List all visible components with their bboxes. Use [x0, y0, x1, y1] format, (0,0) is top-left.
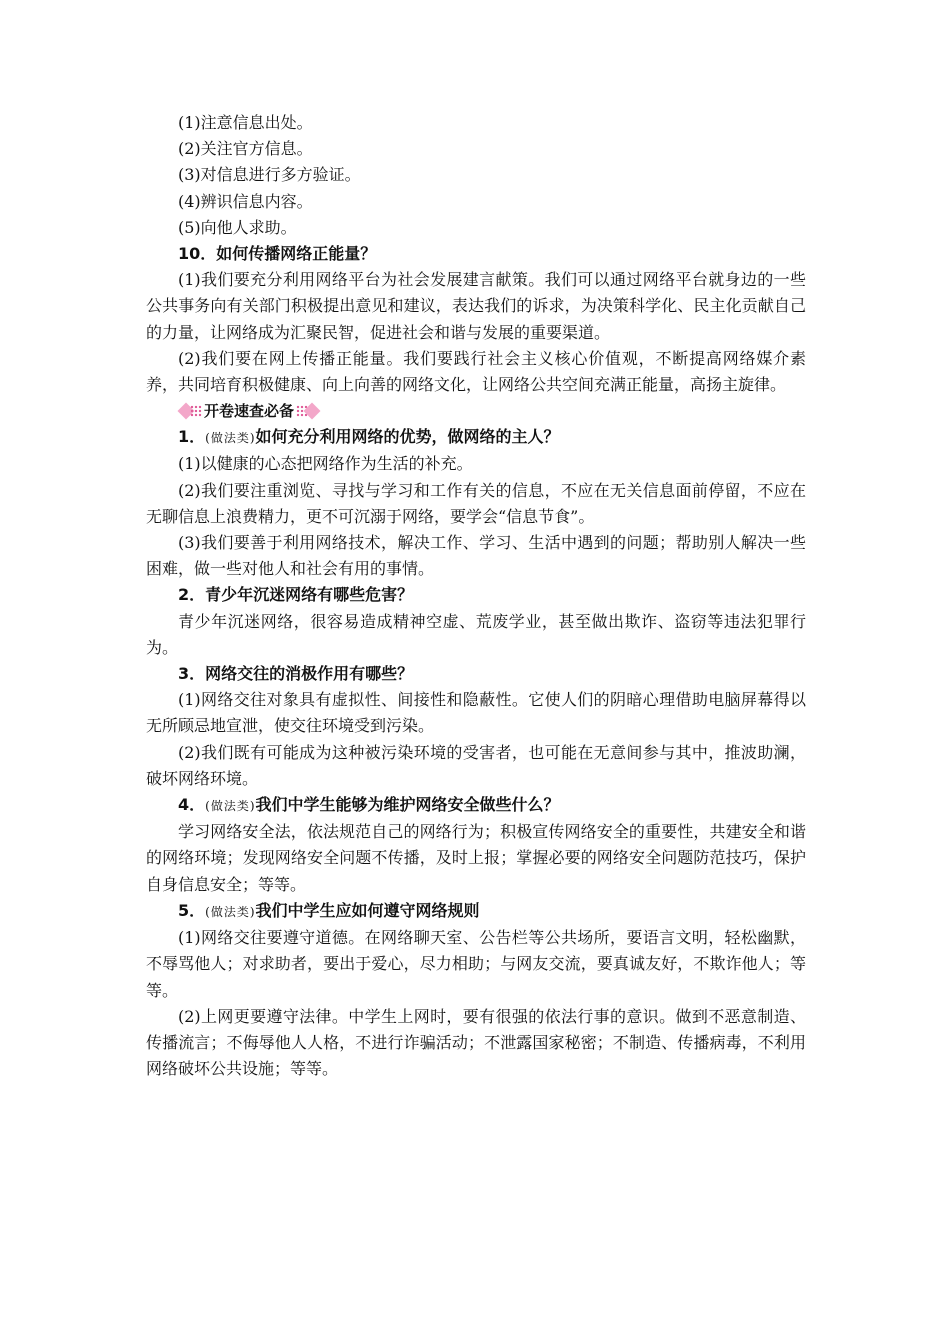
- intro-item: (2)关注官方信息。: [178, 139, 313, 159]
- question-text: 我们中学生能够为维护网络安全做些什么？: [255, 795, 560, 815]
- question-tag: (做法类): [205, 904, 256, 919]
- intro-item: (4)辨识信息内容。: [178, 191, 313, 211]
- paragraph: (1)网络交往要遵守道德。在网络聊天室、公告栏等公共场所，要语言文明，轻松幽默，不辱骂他人；对求助者，要出于爱心，尽力相助；与网友交流，要真诚友好，不欺诈他人；等等。: [146, 928, 806, 1000]
- paragraph: (1)以健康的心态把网络作为生活的补充。: [178, 454, 473, 474]
- diamond-decoration-icon: [296, 403, 320, 419]
- question-text: 我们中学生应如何遵守网络规则: [255, 900, 480, 920]
- paragraph: (2)我们既有可能成为这种被污染环境的受害者，也可能在无意间参与其中，推波助澜，破坏网络环境。: [146, 742, 806, 788]
- paragraph: 青少年沉迷网络，很容易造成精神空虚、荒废学业，甚至做出欺诈、盗窃等违法犯罪行为。: [146, 611, 806, 657]
- question-number: 1．: [178, 427, 206, 447]
- question-text: 网络交往的消极作用有哪些？: [205, 664, 414, 684]
- question-title: [146, 898, 806, 925]
- intro-item: (1)注意信息出处。: [178, 113, 313, 132]
- question-text: 如何充分利用网络的优势，做网络的主人？: [255, 427, 560, 447]
- paragraph: (2)我们要在网上传播正能量。我们要践行社会主义核心价值观，不断提高网络媒介素养，共同培育积极健康、向上向善的网络文化，让网络公共空间充满正能量，高扬主旋律。: [146, 348, 806, 395]
- section-banner-label: 开卷速查必备: [204, 402, 295, 421]
- question-number: 3．: [178, 664, 206, 684]
- question-title: [146, 792, 806, 819]
- paragraph: (1)我们要充分利用网络平台为社会发展建言献策。我们可以通过网络平台就身边的一些公共事务向有关部门积极提出意见和建议，表达我们的诉求，为决策科学化、民主化贡献自己的力量，让网络成为汇聚民智，促进社会和谐与发展的重要渠道。: [146, 270, 806, 342]
- paragraph: (1)网络交往对象具有虚拟性、间接性和隐蔽性。它使人们的阴暗心理借助电脑屏幕得以无所顾忌地宣泄，使交往环境受到污染。: [146, 690, 806, 736]
- intro-item: (3)对信息进行多方验证。: [178, 165, 361, 185]
- question-number: 2．: [178, 585, 206, 605]
- question-title: [146, 424, 806, 451]
- paragraph: (2)我们要注重浏览、寻找与学习和工作有关的信息，不应在无关信息面前停留，不应在无聊信息上浪费精力，更不可沉溺于网络，要学会“信息节食”。: [146, 480, 806, 526]
- paragraph: (2)上网更要遵守法律。中学生上网时，要有很强的依法行事的意识。做到不恶意制造、传播流言；不侮辱他人人格，不进行诈骗活动；不泄露国家秘密；不制造、传播病毒，不利用网络破坏公共设施；等等。: [146, 1006, 806, 1079]
- intro-item: (5)向他人求助。: [178, 217, 297, 237]
- paragraph: (3)我们要善于利用网络技术，解决工作、学习、生活中遇到的问题；帮助别人解决一些困难，做一些对他人和社会有用的事情。: [146, 533, 806, 579]
- question-10-title: 10．如何传播网络正能量？: [178, 244, 377, 264]
- document-page: [146, 110, 806, 1082]
- diamond-decoration-icon: [178, 403, 202, 419]
- question-title: [146, 661, 806, 687]
- question-text: 青少年沉迷网络有哪些危害？: [205, 585, 414, 605]
- paragraph: 学习网络安全法，依法规范自己的网络行为；积极宣传网络安全的重要性，共建安全和谐的网络环境；发现网络安全问题不传播，及时上报；掌握必要的网络安全问题防范技巧，保护自身信息安全；等等。: [146, 822, 806, 894]
- question-tag: (做法类): [205, 799, 256, 814]
- question-tag: (做法类): [205, 431, 256, 446]
- question-title: [146, 582, 806, 608]
- section-banner: [178, 398, 806, 424]
- question-number: 4．: [178, 795, 206, 815]
- question-number: 5．: [178, 900, 206, 920]
